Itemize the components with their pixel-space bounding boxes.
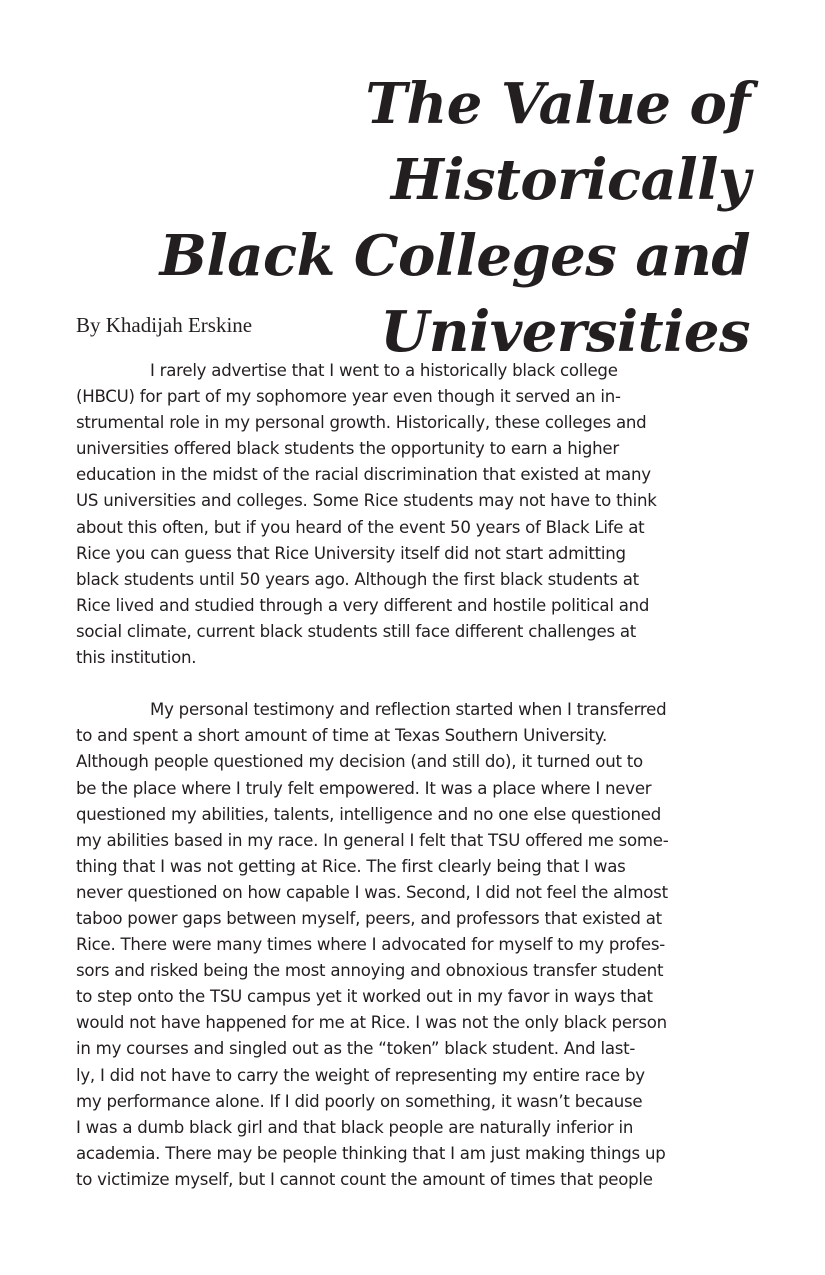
text-line: in my courses and singled out as the “token” black student. And last- <box>76 1039 636 1059</box>
paragraph-2 <box>76 697 756 1193</box>
text-line: to victimize myself, but I cannot count the amount of times that people <box>76 1169 653 1189</box>
text-line: education in the midst of the racial discrimination that existed at many <box>76 465 651 485</box>
title-line: The Value of Historically <box>365 71 750 213</box>
paragraph-gap <box>76 671 756 697</box>
text-line: social climate, current black students still face different challenges at <box>76 621 637 641</box>
title-line: Universities <box>380 299 750 365</box>
text-line: thing that I was not getting at Rice. The first clearly being that I was <box>76 856 626 876</box>
byline: By Khadijah Erskine <box>76 313 253 337</box>
text-line: never questioned on how capable I was. Second, I did not feel the almost <box>76 882 668 902</box>
text-line: ly, I did not have to carry the weight of representing my entire race by <box>76 1065 645 1085</box>
text-line: I rarely advertise that I went to a historically black college <box>150 361 618 380</box>
text-line: universities offered black students the opportunity to earn a higher <box>76 439 619 459</box>
text-line: Rice. There were many times where I advocated for myself to my profes- <box>76 935 665 955</box>
text-line: black students until 50 years ago. Although the first black students at <box>76 569 639 589</box>
text-line: my performance alone. If I did poorly on something, it wasn’t because <box>76 1091 643 1111</box>
text-line: academia. There may be people thinking that I am just making things up <box>76 1143 666 1163</box>
text-line: My personal testimony and reflection started when I transferred <box>150 700 667 720</box>
text-line: to step onto the TSU campus yet it worked out in my favor in ways that <box>76 987 653 1007</box>
text-line: I was a dumb black girl and that black people are naturally inferior in <box>76 1117 634 1137</box>
article-body <box>76 358 756 1193</box>
text-line: my abilities based in my race. In general I felt that TSU offered me some- <box>76 830 669 850</box>
text-line: questioned my abilities, talents, intelligence and no one else questioned <box>76 804 661 824</box>
text-line: sors and risked being the most annoying and obnoxious transfer student <box>76 961 664 981</box>
text-line: to and spent a short amount of time at Texas Southern University. <box>76 726 608 746</box>
text-line: strumental role in my personal growth. Historically, these colleges and <box>76 413 647 433</box>
text-line: US universities and colleges. Some Rice students may not have to think <box>76 491 657 511</box>
text-line: about this often, but if you heard of the event 50 years of Black Life at <box>76 517 645 537</box>
text-line: this institution. <box>76 648 197 668</box>
text-line: Although people questioned my decision (and still do), it turned out to <box>76 752 643 772</box>
text-line: Rice lived and studied through a very different and hostile political and <box>76 595 650 615</box>
title-line: Black Colleges and <box>159 223 750 289</box>
text-line: taboo power gaps between myself, peers, and professors that existed at <box>76 908 662 928</box>
text-line: Rice you can guess that Rice University itself did not start admitting <box>76 543 626 563</box>
text-line: be the place where I truly felt empowered. It was a place where I never <box>76 778 652 798</box>
paragraph-1 <box>76 358 756 671</box>
text-line: (HBCU) for part of my sophomore year even though it served an in- <box>76 387 621 407</box>
text-line: would not have happened for me at Rice. I was not the only black person <box>76 1013 667 1033</box>
